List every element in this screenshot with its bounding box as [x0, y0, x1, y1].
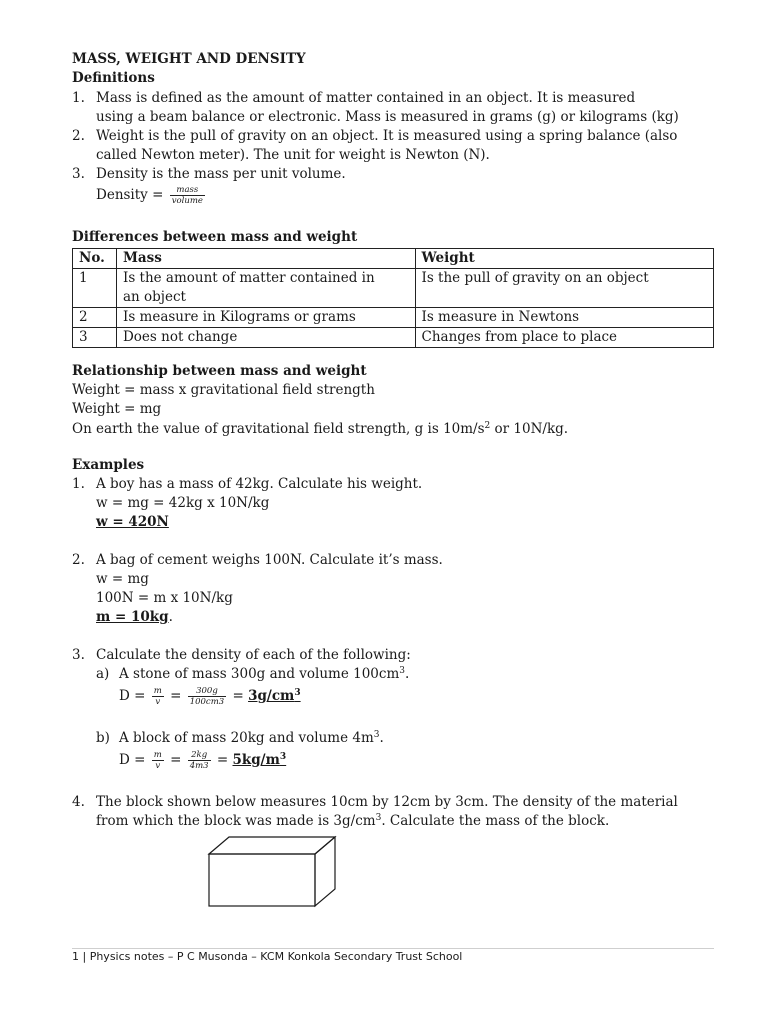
table-header: Mass — [116, 249, 415, 269]
definition-number: 3. — [72, 166, 85, 182]
text-span: from which the block was made is 3g/cm — [96, 813, 376, 829]
density-fraction — [170, 185, 205, 206]
text-span: = — [216, 752, 229, 768]
fraction-numerator: 300g — [188, 686, 226, 697]
text-span: 5kg/m — [232, 752, 280, 768]
page-title: MASS, WEIGHT AND DENSITY — [72, 51, 306, 67]
example-question: A bag of cement weighs 100N. Calculate it’s mass. — [96, 552, 443, 568]
superscript: 3 — [373, 730, 380, 740]
table-cell — [116, 269, 415, 308]
block-side-face — [315, 837, 335, 906]
density-calculation — [119, 747, 286, 773]
text-span: = — [232, 688, 244, 704]
definition-number: 2. — [72, 128, 85, 144]
text-span: = — [170, 752, 182, 768]
example-answer — [248, 688, 301, 704]
example-question: A boy has a mass of 42kg. Calculate his weight. — [96, 476, 423, 492]
differences-heading: Differences between mass and weight — [72, 229, 358, 245]
table-cell: 2 — [73, 308, 117, 328]
table-cell: Does not change — [116, 328, 415, 348]
superscript: 3 — [375, 813, 382, 823]
block-diagram — [205, 834, 340, 910]
text-span: On earth the value of gravitational field strength, g is 10m/s — [72, 421, 485, 437]
table-row — [73, 308, 714, 328]
text-span: D = — [119, 688, 146, 704]
table-cell: Is measure in Newtons — [415, 308, 714, 328]
example-answer: w = 420N — [96, 514, 169, 530]
cell-line: Is the amount of matter contained in — [122, 270, 375, 286]
differences-table — [72, 248, 714, 348]
superscript: 3 — [294, 688, 301, 698]
fraction-denominator: v — [155, 697, 161, 707]
fraction-denominator: v — [155, 761, 161, 771]
text-span: . — [379, 730, 384, 746]
table-row — [73, 328, 714, 348]
text-span: A stone of mass 300g and volume 100cm — [119, 666, 400, 682]
superscript: 2 — [484, 421, 491, 431]
example-step: 100N = m x 10N/kg — [96, 590, 233, 606]
example-question: The block shown below measures 10cm by 12cm by 3cm. The density of the material — [96, 794, 678, 810]
table-cell: Is the pull of gravity on an object — [415, 269, 714, 308]
text-span: = — [170, 688, 182, 704]
table-row — [73, 269, 714, 308]
example-answer — [233, 752, 287, 768]
text-span: D = — [119, 752, 146, 768]
relationship-line: Weight = mg — [72, 401, 162, 417]
relationship-line — [72, 420, 568, 439]
fraction-numerator: m — [153, 750, 162, 760]
cell-line: an object — [122, 289, 186, 305]
superscript: 3 — [399, 666, 405, 676]
text-span: . — [405, 666, 410, 682]
definition-text: called Newton meter). The unit for weight is Newton (N). — [96, 147, 490, 163]
density-formula — [96, 182, 207, 208]
fraction-denominator: 100cm3 — [189, 697, 225, 707]
example-answer-line — [96, 608, 173, 627]
sub-question — [119, 665, 409, 684]
definition-text: Mass is defined as the amount of matter contained in an object. It is measured — [96, 90, 636, 106]
table-header: Weight — [415, 249, 714, 269]
example-question: Calculate the density of each of the following: — [96, 647, 411, 663]
example-number: 3. — [72, 647, 85, 663]
example-number: 1. — [72, 476, 85, 492]
text-span: A block of mass 20kg and volume 4m — [119, 730, 374, 746]
fraction-numerator: 2kg — [188, 750, 211, 761]
table-cell: Is measure in Kilograms or grams — [116, 308, 415, 328]
example-step: w = mg = 42kg x 10N/kg — [96, 495, 270, 511]
definition-number: 1. — [72, 90, 85, 106]
density-calculation — [119, 683, 301, 709]
block-front-face — [209, 854, 315, 906]
footer-divider — [72, 948, 714, 949]
page-footer: 1 | Physics notes – P C Musonda – KCM Konkola Secondary Trust School — [72, 950, 463, 963]
example-step: w = mg — [96, 571, 149, 587]
superscript: 3 — [279, 752, 287, 762]
fraction-denominator: 4m3 — [189, 761, 209, 771]
fraction-numerator: m — [153, 686, 162, 696]
density-label: Density = — [96, 187, 164, 203]
block-top-face — [209, 837, 335, 854]
sub-question — [119, 729, 384, 748]
fraction-denominator: volume — [171, 196, 203, 206]
relationship-line: Weight = mass x gravitational field strength — [72, 382, 375, 398]
sub-label: a) — [96, 666, 110, 682]
fraction — [188, 750, 211, 771]
definition-text: Density is the mass per unit volume. — [96, 166, 346, 182]
table-header-row — [73, 249, 714, 269]
examples-heading: Examples — [72, 457, 145, 473]
fraction — [152, 750, 164, 771]
text-span: 3g/cm — [248, 688, 295, 704]
table-cell: 3 — [73, 328, 117, 348]
fraction-numerator: mass — [170, 185, 205, 196]
example-number: 4. — [72, 794, 85, 810]
table-cell: 1 — [73, 269, 117, 308]
example-answer: m = 10kg — [96, 609, 169, 625]
text-span: . Calculate the mass of the block. — [381, 813, 610, 829]
relationship-heading: Relationship between mass and weight — [72, 363, 367, 379]
fraction — [152, 686, 164, 707]
example-question — [96, 812, 609, 831]
definition-text: Weight is the pull of gravity on an object. It is measured using a spring balance (also — [96, 128, 678, 144]
fraction — [188, 686, 226, 707]
example-number: 2. — [72, 552, 85, 568]
table-header: No. — [73, 249, 117, 269]
text-span: or 10N/kg. — [490, 421, 569, 437]
definitions-heading: Definitions — [72, 70, 155, 86]
table-cell: Changes from place to place — [415, 328, 714, 348]
text-span: . — [168, 609, 173, 625]
sub-label: b) — [96, 730, 110, 746]
definition-text: using a beam balance or electronic. Mass is measured in grams (g) or kilograms (kg) — [96, 109, 679, 125]
